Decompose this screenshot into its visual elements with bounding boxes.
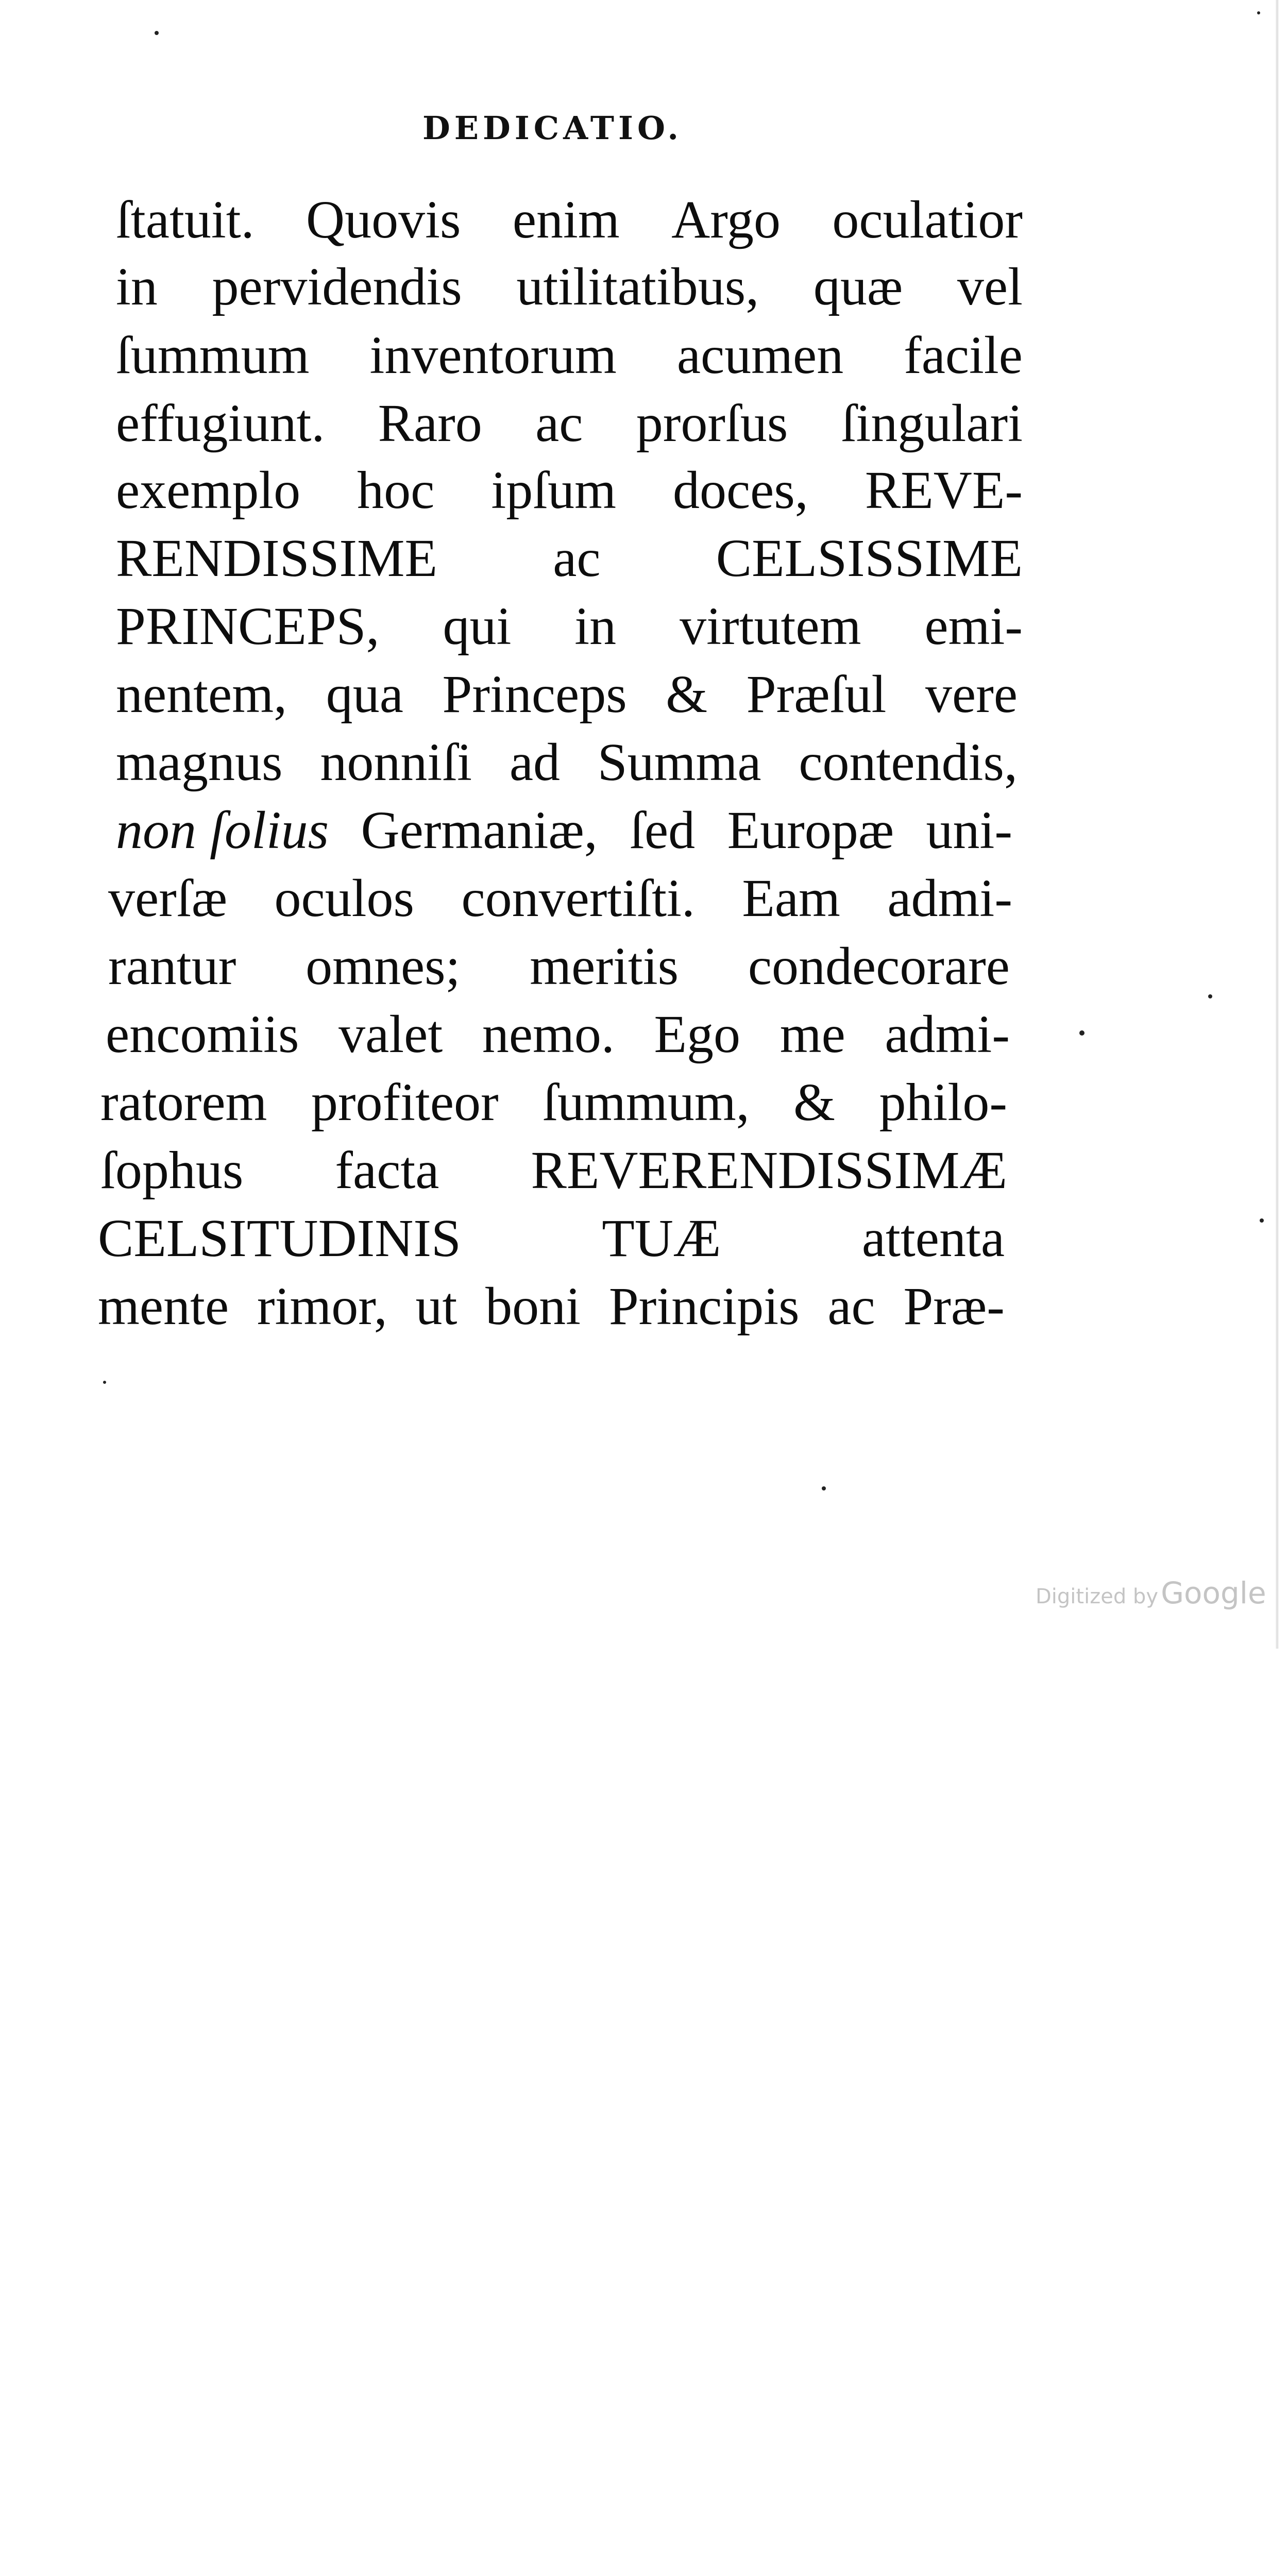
text-word: omnes; (306, 937, 461, 996)
text-line (116, 597, 1023, 656)
text-line (116, 733, 1018, 792)
text-word: valet (338, 1005, 443, 1064)
text-word: Princeps (442, 665, 627, 724)
text-word: me (779, 1005, 845, 1064)
text-word: enim (512, 190, 620, 249)
text-word: non ſolius (116, 801, 329, 860)
text-word: ac (535, 394, 583, 453)
text-line (116, 326, 1023, 385)
text-word: verſæ (108, 869, 228, 928)
text-word: philo- (879, 1073, 1007, 1132)
text-word: ad (509, 733, 560, 792)
text-word: encomiis (106, 1005, 299, 1064)
text-word: ſingulari (841, 394, 1023, 453)
text-line (98, 1277, 1005, 1336)
text-word: facta (335, 1141, 439, 1200)
text-word: admi- (885, 1005, 1010, 1064)
text-line (116, 801, 1012, 860)
text-word: attenta (861, 1209, 1005, 1268)
text-word: rantur (108, 937, 236, 996)
text-word: pervidendis (212, 257, 462, 316)
text-word: quæ (813, 257, 903, 316)
text-word: rimor, (257, 1277, 387, 1336)
text-word: effugiunt. (116, 394, 325, 453)
text-line (108, 869, 1012, 928)
text-word: ut (415, 1277, 457, 1336)
text-word: ipſum (491, 461, 616, 520)
text-line (98, 1209, 1005, 1268)
text-word: ſed (630, 801, 696, 860)
text-word: in (116, 257, 158, 316)
text-word: meritis (530, 937, 679, 996)
text-word: ſophus (100, 1141, 244, 1200)
text-word: doces, (673, 461, 808, 520)
text-line (106, 1005, 1010, 1064)
text-line (108, 937, 1010, 996)
text-word: emi- (924, 597, 1023, 656)
text-line (116, 257, 1023, 316)
text-word: hoc (357, 461, 435, 520)
text-line (116, 190, 1023, 249)
text-word: uni- (926, 801, 1012, 860)
text-word: magnus (116, 733, 283, 792)
text-word: oculatior (832, 190, 1023, 249)
text-word: & (793, 1073, 836, 1132)
text-word: Ego (654, 1005, 741, 1064)
text-word: mente (98, 1277, 229, 1336)
text-word: facile (904, 326, 1023, 385)
text-word: qua (326, 665, 403, 724)
text-line (116, 461, 1023, 520)
text-word: ac (827, 1277, 875, 1336)
text-word: ſtatuit. (116, 190, 255, 249)
text-word: ſummum, (543, 1073, 750, 1132)
text-word: ac (553, 529, 601, 588)
text-word: boni (485, 1277, 581, 1336)
text-word: qui (443, 597, 512, 656)
text-word: vere (925, 665, 1018, 724)
text-word: Eam (742, 869, 840, 928)
text-line (116, 529, 1023, 588)
text-word: contendis, (799, 733, 1018, 792)
text-word: CELSISSIME (716, 529, 1023, 588)
text-word: Præ- (903, 1277, 1005, 1336)
text-word: admi- (887, 869, 1012, 928)
text-word: convertiſti. (461, 869, 695, 928)
text-word: Præſul (746, 665, 887, 724)
text-word: inventorum (369, 326, 617, 385)
text-word: Argo (671, 190, 781, 249)
text-word: profiteor (311, 1073, 499, 1132)
text-word: Raro (378, 394, 482, 453)
text-word: Quovis (306, 190, 461, 249)
watermark-prefix: Digitized by (1036, 1585, 1158, 1608)
text-word: prorſus (636, 394, 788, 453)
text-word: utilitatibus, (516, 257, 759, 316)
text-word: PRINCEPS, (116, 597, 380, 656)
text-word: REVE- (865, 461, 1023, 520)
text-word: Europæ (727, 801, 894, 860)
running-head: DEDICATIO. (422, 109, 683, 147)
text-word: Germaniæ, (361, 801, 598, 860)
text-word: virtutem (680, 597, 861, 656)
text-line (116, 665, 1018, 724)
digitized-watermark (1036, 1575, 1266, 1611)
text-word: in (574, 597, 617, 656)
text-word: nonniſi (320, 733, 472, 792)
text-word: vel (957, 257, 1023, 316)
text-word: nentem, (116, 665, 287, 724)
text-line (100, 1073, 1007, 1132)
text-line (100, 1141, 1007, 1200)
text-word: Summa (597, 733, 761, 792)
text-word: CELSITUDINIS (98, 1209, 461, 1268)
text-word: ratorem (100, 1073, 267, 1132)
watermark-brand: Google (1161, 1575, 1266, 1611)
text-word: RENDISSIME (116, 529, 438, 588)
text-word: ſummum (116, 326, 310, 385)
text-word: Principis (608, 1277, 800, 1336)
text-word: condecorare (748, 937, 1010, 996)
text-word: acumen (676, 326, 844, 385)
page-footer-line (0, 1370, 1288, 1443)
text-word: REVERENDISSIMÆ (531, 1141, 1007, 1200)
text-word: TUÆ (602, 1209, 721, 1268)
text-word: & (666, 665, 708, 724)
text-word: exemplo (116, 461, 301, 520)
text-word: nemo. (482, 1005, 615, 1064)
text-line (116, 394, 1023, 453)
text-word: oculos (274, 869, 415, 928)
